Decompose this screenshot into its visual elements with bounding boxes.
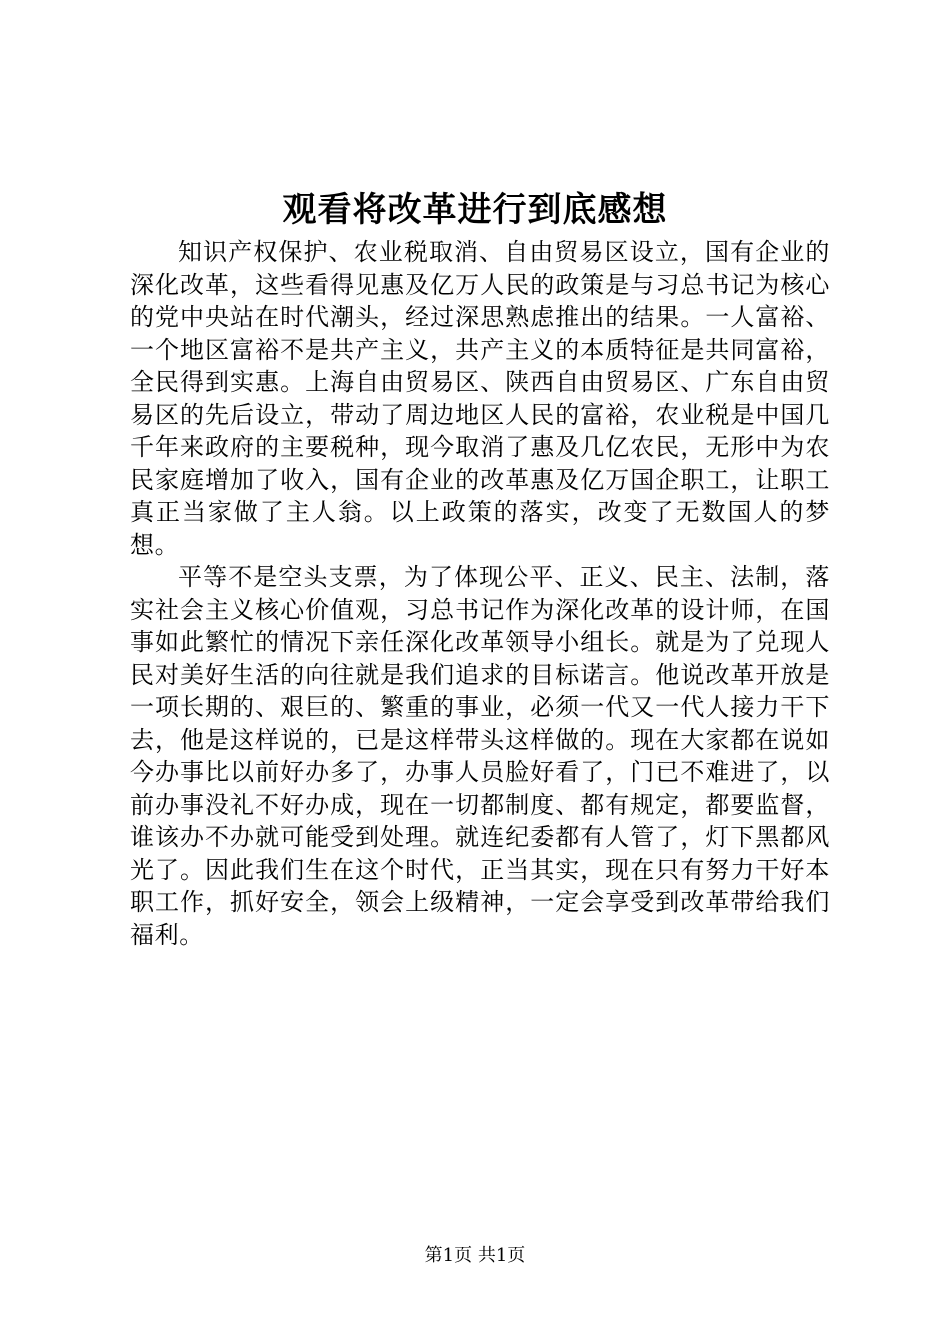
document-body	[130, 236, 830, 951]
document-title: 观看将改革进行到底感想	[282, 190, 668, 230]
paragraph-2: 平等不是空头支票，为了体现公平、正义、民主、法制，落实社会主义核心价值观，习总书记作为深化改革的设计师，在国事如此繁忙的情况下亲任深化改革领导小组长。就是为了兑现人民对美好生活的向往就是我们追求的目标诺言。他说改革开放是一项长期的、艰巨的、繁重的事业，必须一代又一代人接力干下去，他是这样说的，已是这样带头这样做的。现在大家都在说如今办事比以前好办多了，办事人员脸好看了，门已不难进了，以前办事没礼不好办成，现在一切都制度、都有规定，都要监督，谁该办不办就可能受到处理。就连纪委都有人管了，灯下黑都风光了。因此我们生在这个时代，正当其实，现在只有努力干好本职工作，抓好安全，领会上级精神，一定会享受到改革带给我们福利。	[130, 563, 830, 949]
page-footer: 第1页 共1页	[424, 1245, 526, 1266]
paragraph-1: 知识产权保护、农业税取消、自由贸易区设立，国有企业的深化改革，这些看得见惠及亿万人民的政策是与习总书记为核心的党中央站在时代潮头，经过深思熟虑推出的结果。一人富裕、一个地区富裕不是共产主义，共产主义的本质特征是共同富裕，全民得到实惠。上海自由贸易区、陕西自由贸易区、广东自由贸易区的先后设立，带动了周边地区人民的富裕，农业税是中国几千年来政府的主要税种，现今取消了惠及几亿农民，无形中为农民家庭增加了收入，国有企业的改革惠及亿万国企职工，让职工真正当家做了主人翁。以上政策的落实，改变了无数国人的梦想。	[130, 238, 830, 559]
